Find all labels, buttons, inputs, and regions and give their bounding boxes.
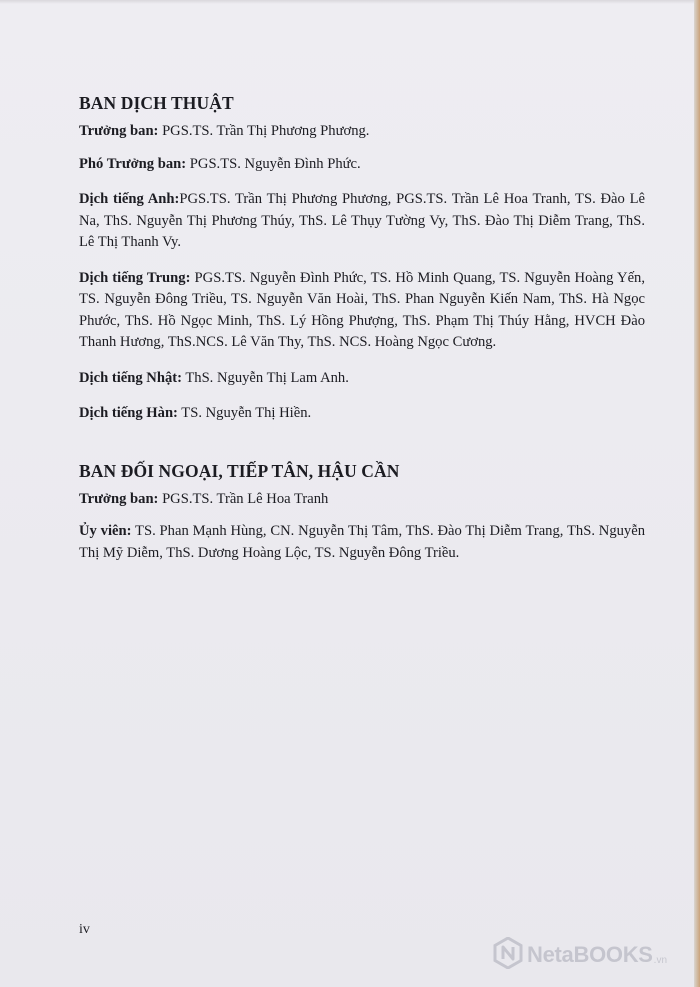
paragraph-japanese: [79, 368, 645, 390]
entry-text: PGS.TS. Trần Thị Phương Phương.: [158, 123, 370, 139]
page-content: [79, 92, 645, 578]
paragraph-english: [79, 189, 645, 254]
entry-label: Dịch tiếng Hàn:: [79, 405, 178, 421]
entry-label: Ủy viên:: [79, 523, 132, 539]
entry-text: PGS.TS. Nguyễn Đình Phức.: [186, 155, 361, 172]
entry-label: Trưởng ban:: [79, 490, 159, 507]
entry-label: Phó Trưởng ban:: [79, 155, 187, 172]
entry-label: Dịch tiếng Trung:: [79, 269, 191, 286]
paragraph-chinese: [79, 268, 645, 354]
paragraph-head: [79, 489, 645, 511]
entry-label: Trưởng ban:: [79, 123, 159, 139]
entry-text: TS. Nguyễn Thị Hiền.: [177, 405, 312, 421]
entry-label: Dịch tiếng Anh:: [79, 191, 180, 207]
section-external-relations-board: [79, 460, 645, 565]
entry-text: TS. Phan Mạnh Hùng, CN. Nguyễn Thị Tâm, ThS. Đào Thị Diễm Trang, ThS. Nguyễn Thị Mỹ Diễm, ThS. Dương Hoàng Lộc, TS. Nguyễn Đông Triều.: [79, 523, 646, 561]
page-right-edge: [694, 0, 700, 987]
entry-text: ThS. Nguyễn Thị Lam Anh.: [181, 369, 349, 386]
watermark: [493, 938, 667, 972]
section-title: BAN ĐỐI NGOẠI, TIẾP TÂN, HẬU CẦN: [79, 460, 400, 481]
paragraph-deputy-head: [79, 154, 645, 176]
paragraph-head: [79, 121, 645, 143]
page-number: iv: [79, 922, 90, 937]
section-title: BAN DỊCH THUẬT: [79, 93, 234, 113]
section-gap: [79, 439, 645, 460]
watermark-suffix: .vn: [653, 954, 668, 966]
section-translation-board: [79, 92, 645, 425]
entry-text: PGS.TS. Trần Lê Hoa Tranh: [158, 490, 329, 507]
entry-label: Dịch tiếng Nhật:: [79, 369, 182, 386]
paragraph-members: [79, 521, 645, 564]
entry-text: PGS.TS. Trần Thị Phương Phương, PGS.TS. Trần Lê Hoa Tranh, TS. Đào Lê Na, ThS. Nguyễn Thị Phương Thúy, ThS. Lê Thụy Tường Vy, ThS. Đào Thị Diễm Trang, ThS. Lê Thị Thanh Vy.: [79, 191, 645, 250]
paragraph-korean: [79, 403, 645, 425]
entry-text: PGS.TS. Nguyễn Đình Phức, TS. Hồ Minh Quang, TS. Nguyễn Hoàng Yến, TS. Nguyễn Đông Triều, TS. Nguyễn Văn Hoài, ThS. Phan Nguyễn Kiến Nam, ThS. Hà Ngọc Phước, ThS. Hồ Ngọc Minh, ThS. Lý Hồng Phượng, ThS. Phạm Thị Thúy Hằng, HVCH Đào Thanh Hương, ThS.NCS. Lê Văn Thy, ThS. NCS. Hoàng Ngọc Cương.: [79, 269, 645, 350]
netabooks-logo-icon: [493, 937, 523, 974]
page-top-shadow: [0, 0, 700, 4]
watermark-brand: NetaBOOKS: [527, 942, 653, 967]
